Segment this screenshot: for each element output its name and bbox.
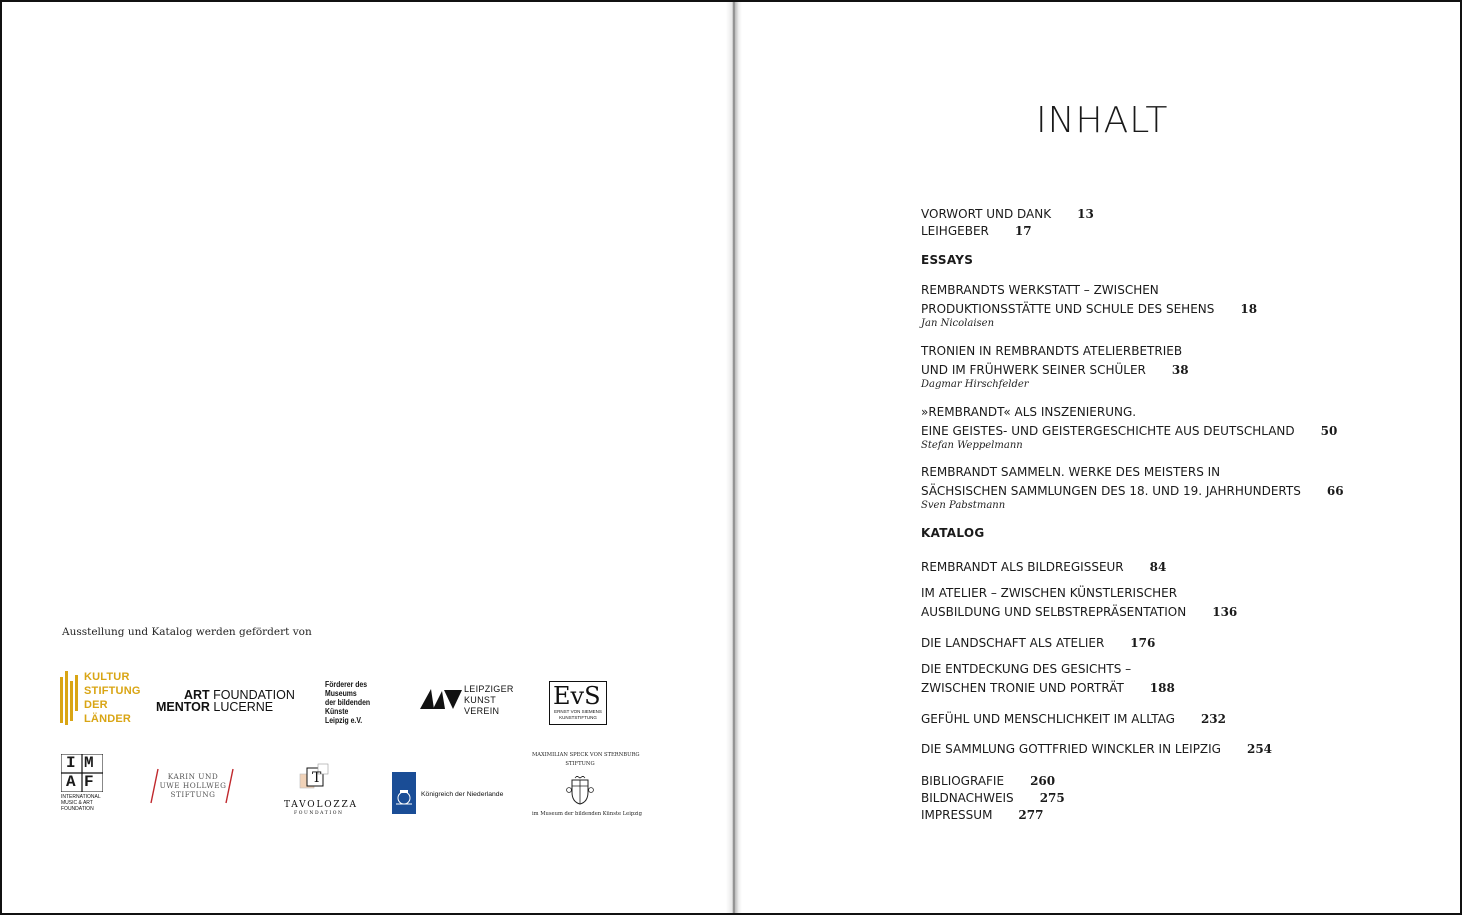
toc-entry-katalog-5 bbox=[921, 708, 1226, 727]
toc-entry-essay-1 bbox=[921, 283, 1257, 331]
foerderer-line-3: der bildenden bbox=[325, 698, 371, 707]
kultur-line-1: KULTUR bbox=[84, 671, 130, 683]
art-foundation-logo bbox=[156, 688, 296, 718]
toc-entry-page: 66 bbox=[1326, 484, 1344, 498]
toc-entry-title: DIE SAMMLUNG GOTTFRIED WINCKLER IN LEIPZIG bbox=[921, 742, 1221, 756]
hollweg-logo bbox=[150, 768, 236, 804]
foerderer-line-4: Künste bbox=[325, 707, 349, 716]
toc-entry-line-2: AUSBILDUNG UND SELBSTREPRÄSENTATION bbox=[921, 605, 1187, 619]
toc-entry-line-1: REMBRANDTS WERKSTATT – ZWISCHEN bbox=[921, 283, 1159, 297]
toc-entry-title: GEFÜHL UND MENSCHLICHKEIT IM ALLTAG bbox=[921, 712, 1175, 726]
speck-line-mid: STIFTUNG bbox=[565, 761, 595, 767]
foerderer-line-2: Museums bbox=[325, 689, 357, 698]
tavolozza-monogram: T bbox=[312, 770, 322, 786]
kultur-line-3: DER bbox=[84, 699, 108, 711]
toc-entry-title: LEIHGEBER bbox=[921, 224, 989, 238]
toc-entry-essay-2 bbox=[921, 344, 1189, 392]
toc-entry-title: DIE LANDSCHAFT ALS ATELIER bbox=[921, 636, 1105, 650]
art-foundation-line-2: MENTOR LUCERNE bbox=[156, 700, 274, 714]
left-page bbox=[2, 2, 733, 913]
toc-entry-line-1: REMBRANDT SAMMELN. WERKE DES MEISTERS IN bbox=[921, 465, 1221, 479]
kultur-line-4: LÄNDER bbox=[84, 713, 132, 725]
section-heading-katalog: KATALOG bbox=[921, 526, 985, 540]
toc-entry-line-1: DIE ENTDECKUNG DES GESICHTS – bbox=[921, 662, 1132, 676]
toc-entry-page: 232 bbox=[1200, 712, 1226, 726]
imaf-letter-i: I bbox=[66, 754, 76, 772]
speck-coat-of-arms-icon bbox=[566, 776, 594, 806]
imaf-letter-a: A bbox=[66, 773, 76, 791]
hollweg-line-1: KARIN UND bbox=[167, 772, 219, 781]
book-gutter bbox=[726, 2, 742, 913]
imaf-logo bbox=[61, 754, 103, 814]
page-title: INHALT bbox=[1036, 100, 1169, 141]
kulturstiftung-logo bbox=[60, 671, 140, 727]
speck-line-bottom: im Museum der bildenden Künste Leipzig bbox=[532, 811, 642, 817]
leipziger-line-1: LEIPZIGER bbox=[464, 684, 514, 694]
niederlande-logo bbox=[392, 772, 504, 814]
toc-entry-line-2: UND IM FRÜHWERK SEINER SCHÜLER bbox=[921, 363, 1146, 377]
tavolozza-logo bbox=[282, 762, 358, 818]
toc-entry-author: Stefan Weppelmann bbox=[921, 440, 1023, 451]
toc-entry-impressum bbox=[921, 804, 1043, 823]
niederlande-crest-icon bbox=[392, 772, 416, 814]
imaf-letter-m: M bbox=[84, 754, 94, 772]
right-page bbox=[742, 2, 1460, 913]
kultur-line-2: STIFTUNG bbox=[84, 685, 141, 697]
toc-entry-author: Jan Nicolaisen bbox=[921, 318, 995, 329]
toc-entry-katalog-3 bbox=[921, 632, 1155, 651]
evs-line-2: KUNSTSTIFTUNG bbox=[559, 715, 597, 720]
hollweg-line-2: UWE HOLLWEG bbox=[159, 781, 227, 790]
toc-entry-line-2: PRODUKTIONSSTÄTTE UND SCHULE DES SEHENS bbox=[921, 302, 1215, 316]
toc-entry-line-2: SÄCHSISCHEN SAMMLUNGEN DES 18. UND 19. JAHRHUNDERTS bbox=[921, 484, 1301, 498]
toc-entry-page: 275 bbox=[1039, 791, 1065, 805]
toc-entry-leihgeber bbox=[921, 220, 1032, 239]
toc-entry-page: 176 bbox=[1130, 636, 1156, 650]
toc-entry-page: 136 bbox=[1212, 605, 1238, 619]
foerderer-logo bbox=[325, 680, 381, 726]
leipziger-triangles-icon bbox=[420, 688, 462, 710]
toc-entry-title: BIBLIOGRAFIE bbox=[921, 774, 1005, 788]
toc-entry-page: 254 bbox=[1246, 742, 1273, 756]
toc-entry-page: 17 bbox=[1014, 224, 1032, 238]
sponsor-caption: Ausstellung und Katalog werden gefördert von bbox=[62, 626, 312, 638]
section-heading-essays: ESSAYS bbox=[921, 253, 974, 267]
toc-entry-line-1: IM ATELIER – ZWISCHEN KÜNSTLERISCHER bbox=[921, 586, 1178, 600]
toc-entry-katalog-6 bbox=[921, 738, 1272, 757]
toc-entry-essay-3 bbox=[921, 405, 1337, 453]
toc-entry-page: 188 bbox=[1149, 681, 1175, 695]
leipziger-line-2: KUNST bbox=[464, 695, 497, 705]
toc-entry-line-2: EINE GEISTES- UND GEISTERGESCHICHTE AUS DEUTSCHLAND bbox=[921, 424, 1295, 438]
toc-entry-line-2: ZWISCHEN TRONIE UND PORTRÄT bbox=[921, 681, 1124, 695]
speck-line-top: MAXIMILIAN SPECK VON STERNBURG bbox=[532, 752, 640, 758]
toc-entry-page: 277 bbox=[1018, 808, 1044, 822]
kulturstiftung-stripes-icon bbox=[60, 671, 82, 725]
tavolozza-name: TAVOLOZZA bbox=[284, 800, 358, 810]
toc-entry-page: 50 bbox=[1320, 424, 1338, 438]
leipziger-line-3: VEREIN bbox=[464, 706, 500, 716]
hollweg-line-3: STIFTUNG bbox=[170, 790, 216, 799]
toc-entry-page: 84 bbox=[1149, 560, 1167, 574]
foerderer-line-5: Leipzig e.V. bbox=[325, 716, 363, 725]
toc-entry-line-1: TRONIEN IN REMBRANDTS ATELIERBETRIEB bbox=[921, 344, 1183, 358]
evs-monogram: EvS bbox=[553, 682, 601, 710]
toc-entry-line-1: »REMBRANDT« ALS INSZENIERUNG. bbox=[921, 405, 1137, 419]
toc-entry-title: VORWORT UND DANK bbox=[921, 207, 1052, 221]
evs-logo bbox=[549, 681, 607, 725]
toc-entry-katalog-2 bbox=[921, 586, 1237, 620]
speck-stiftung-logo bbox=[532, 752, 642, 822]
toc-entry-essay-4 bbox=[921, 465, 1344, 513]
toc-entry-title: BILDNACHWEIS bbox=[921, 791, 1014, 805]
toc-entry-katalog-4 bbox=[921, 662, 1175, 696]
toc-entry-page: 38 bbox=[1171, 363, 1189, 377]
evs-line-1: ERNST VON SIEMENS bbox=[554, 709, 602, 714]
imaf-letter-f: F bbox=[84, 773, 94, 791]
art-foundation-line-1: ART FOUNDATION bbox=[184, 688, 295, 702]
toc-entry-author: Sven Pabstmann bbox=[921, 500, 1006, 511]
toc-entry-katalog-1 bbox=[921, 556, 1166, 575]
toc-entry-page: 260 bbox=[1030, 774, 1056, 788]
toc-entry-title: REMBRANDT ALS BILDREGISSEUR bbox=[921, 560, 1124, 574]
toc-entry-page: 13 bbox=[1077, 207, 1094, 221]
toc-entry-author: Dagmar Hirschfelder bbox=[921, 379, 1029, 390]
imaf-line-1: INTERNATIONAL bbox=[61, 794, 101, 800]
foerderer-line-1: Förderer des bbox=[325, 680, 368, 689]
imaf-line-2: MUSIC & ART bbox=[61, 800, 93, 806]
leipziger-kunstverein-logo bbox=[420, 684, 516, 718]
toc-entry-page: 18 bbox=[1240, 302, 1258, 316]
tavolozza-sub: FOUNDATION bbox=[294, 811, 344, 816]
imaf-line-3: FOUNDATION bbox=[61, 806, 94, 812]
niederlande-label: Königreich der Niederlande bbox=[421, 791, 504, 798]
toc-entry-title: IMPRESSUM bbox=[921, 808, 993, 822]
